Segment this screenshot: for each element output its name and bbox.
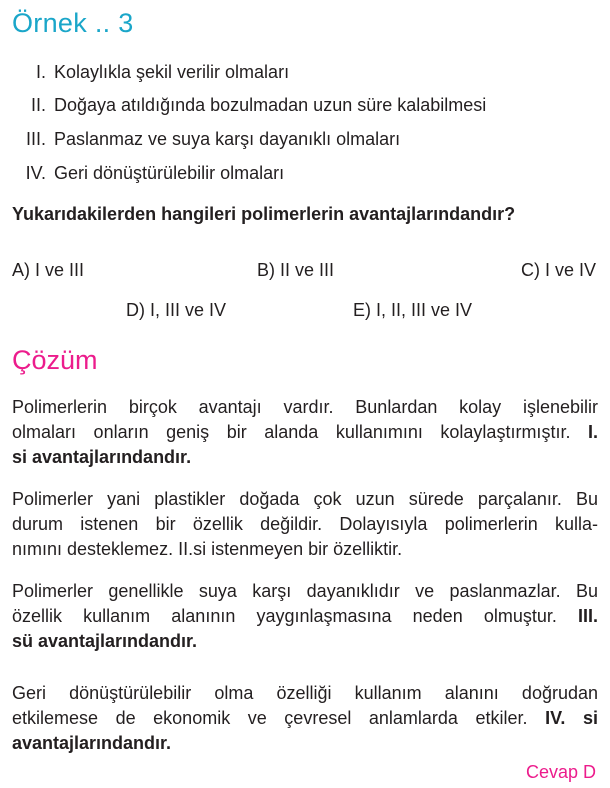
example-title: Örnek .. 3 <box>12 8 134 38</box>
option-b: B) II ve III <box>257 260 335 280</box>
solution-title: Çözüm <box>12 345 98 375</box>
paragraph-bold-text: III. <box>577 606 598 626</box>
option-c: C) I ve IV <box>520 260 596 280</box>
paragraph-line: Geri dönüştürülebilir olma özelliği kullanım alanını doğrudan <box>12 683 598 703</box>
paragraph-line <box>12 420 598 445</box>
option-a: A) I ve III <box>12 260 85 280</box>
paragraph-line: Polimerler genellikle suya karşı dayanıklıdır ve paslanmazlar. Bu <box>12 581 598 601</box>
paragraph-line: durum istenen bir özellik değildir. Dolayısıyla polimerlerin kulla- <box>12 514 598 534</box>
paragraph-line <box>12 706 598 731</box>
paragraph-text: olmaları onların geniş bir alanda kullanımını kolaylaştırmıştır. <box>12 422 588 442</box>
solution-paragraph-2 <box>12 487 598 562</box>
option-e: E) I, II, III ve IV <box>353 300 473 320</box>
statement-number: IV. <box>25 163 46 183</box>
solution-paragraph-3 <box>12 579 598 654</box>
paragraph-line: sü avantajlarındandır. <box>12 631 198 651</box>
paragraph-line: avantajlarındandır. <box>12 733 172 753</box>
question-text: Yukarıdakilerden hangileri polimerlerin avantajlarındandır? <box>12 204 516 224</box>
paragraph-line: nımını desteklemez. II.si istenmeyen bir özelliktir. <box>12 539 403 559</box>
statement-number: II. <box>30 95 46 115</box>
paragraph-line <box>12 604 598 629</box>
paragraph-bold-text: IV. si <box>545 708 598 728</box>
statement-text: Paslanmaz ve suya karşı dayanıklı olmaları <box>54 129 401 149</box>
solution-paragraph-4 <box>12 681 598 756</box>
statement-number: III. <box>25 129 46 149</box>
paragraph-bold-text: I. <box>587 422 598 442</box>
statement-number: I. <box>35 62 46 82</box>
answer-label: Cevap D <box>525 762 596 782</box>
statement-text: Kolaylıkla şekil verilir olmaları <box>54 62 290 82</box>
statement-text: Geri dönüştürülebilir olmaları <box>54 163 285 183</box>
solution-paragraph-1 <box>12 395 598 470</box>
paragraph-line: Polimerler yani plastikler doğada çok uzun sürede parçalanır. Bu <box>12 489 598 509</box>
option-d: D) I, III ve IV <box>126 300 227 320</box>
paragraph-text: özellik kullanım alanının yaygınlaşmasına neden olmuştur. <box>12 606 578 626</box>
paragraph-line: Polimerlerin birçok avantajı vardır. Bunlardan kolay işlenebilir <box>12 397 598 417</box>
paragraph-line: si avantajlarındandır. <box>12 447 192 467</box>
statement-text: Doğaya atıldığında bozulmadan uzun süre kalabilmesi <box>54 95 487 115</box>
paragraph-text: etkilemese de ekonomik ve çevresel anlamlarda etkiler. <box>12 708 546 728</box>
